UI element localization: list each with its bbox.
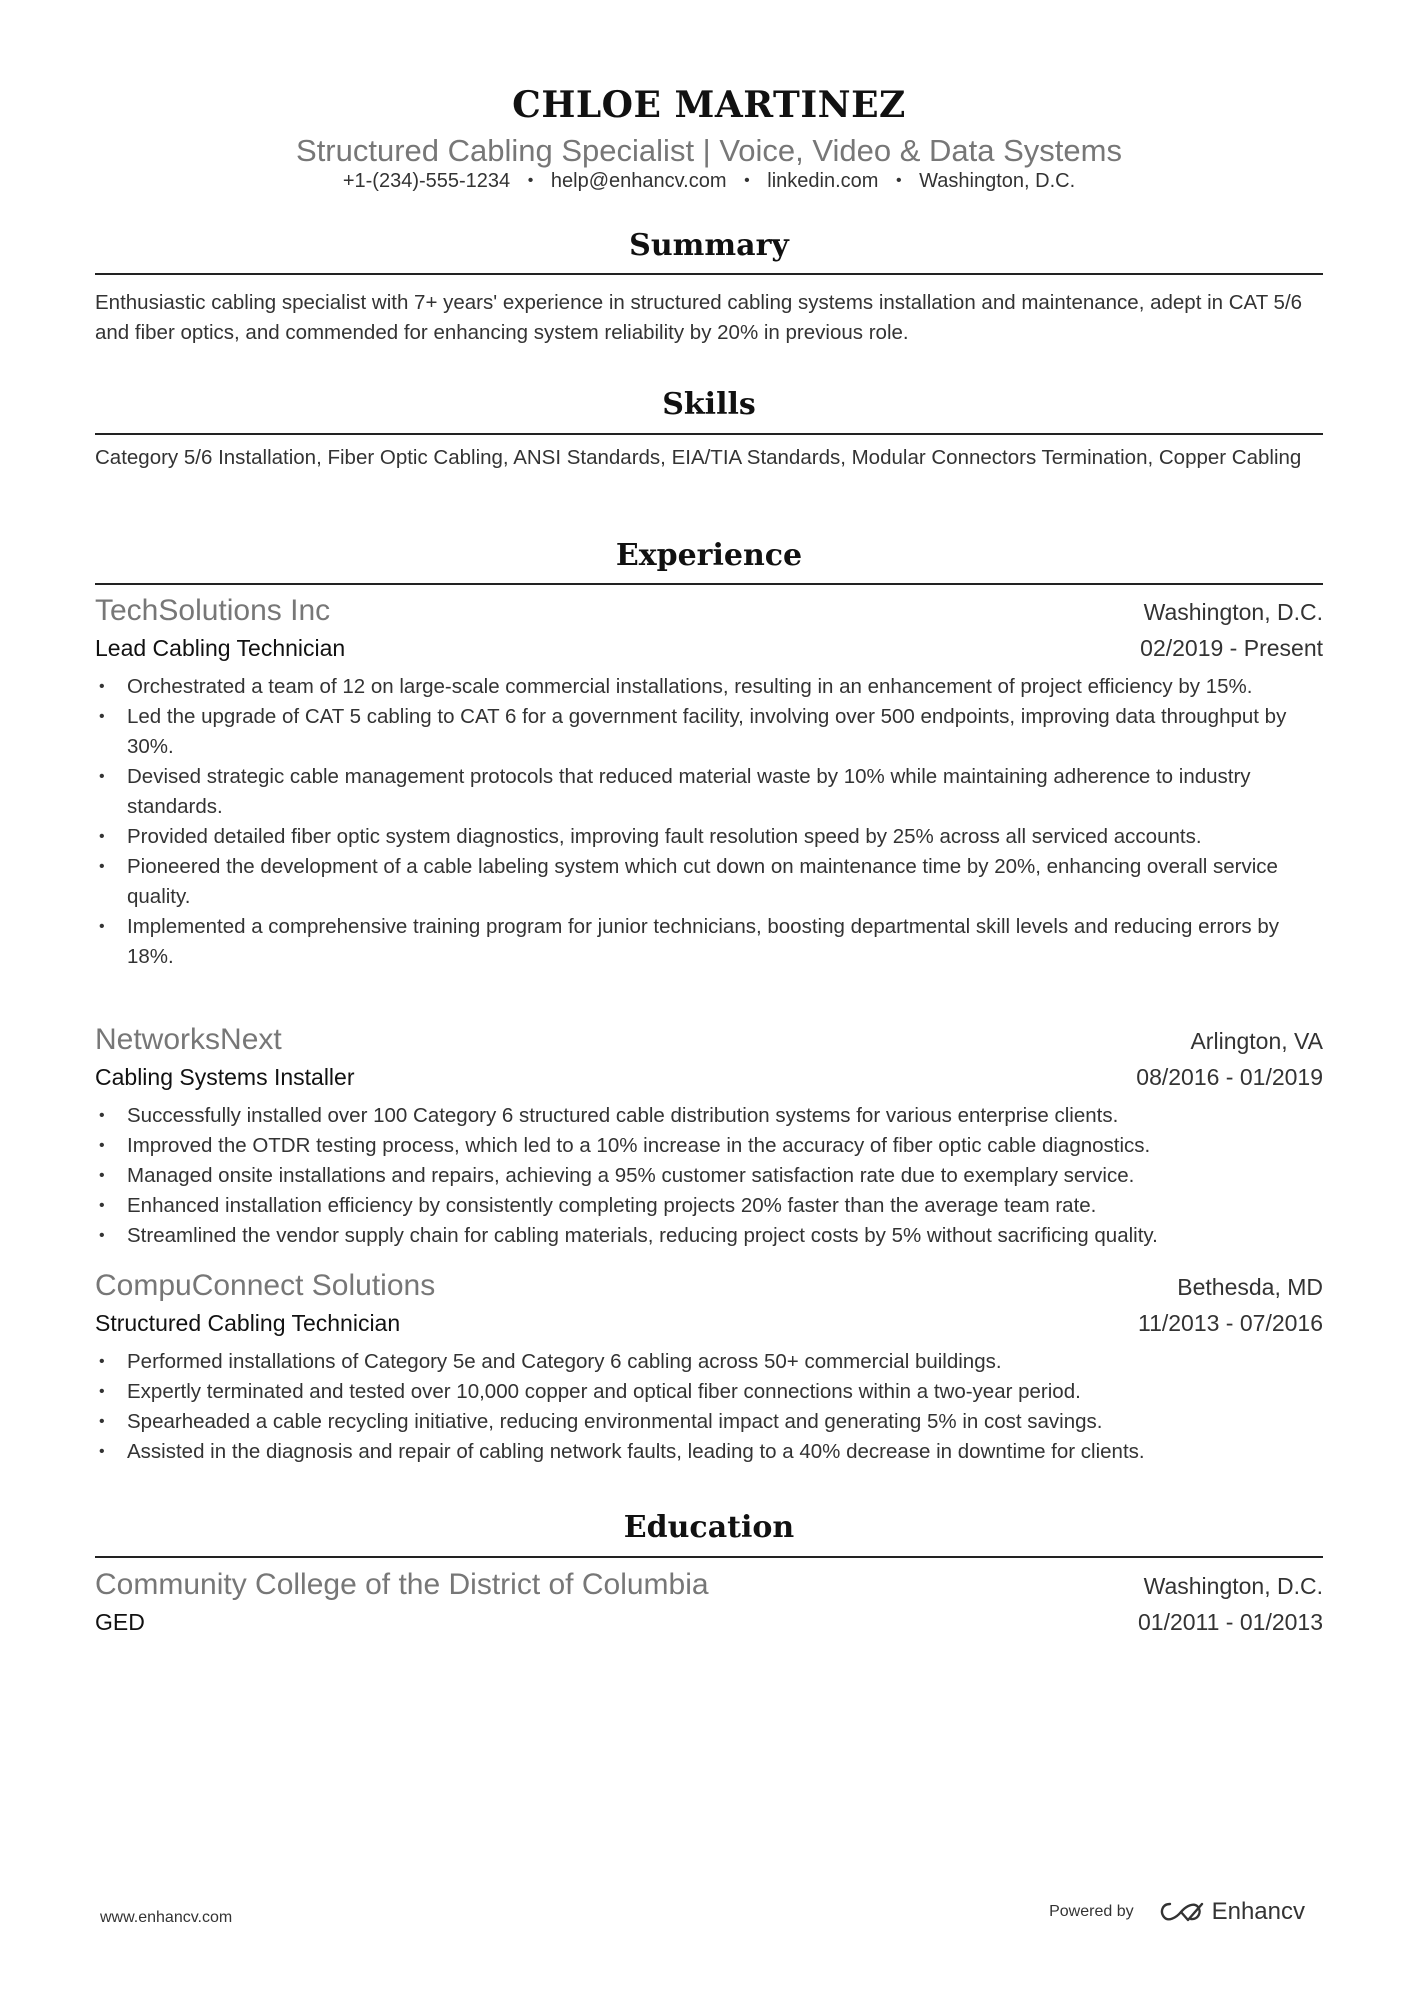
- list-item: • Assisted in the diagnosis and repair of cabling network faults, leading to a 40% decrease in downtime for clients.: [99, 1440, 1145, 1463]
- list-item: • Led the upgrade of CAT 5 cabling to CAT 6 for a government facility, involving over 500 endpoints, improving data throughput by 30%.: [99, 705, 1287, 758]
- school-location: Washington, D.C.: [1143, 1573, 1323, 1599]
- job-dates: 02/2019 - Present: [1140, 635, 1323, 661]
- education-entry: [95, 1567, 1323, 1640]
- experience-heading: Experience: [615, 538, 803, 573]
- job-location: Arlington, VA: [1190, 1028, 1323, 1054]
- degree: GED: [95, 1609, 145, 1635]
- separator-dot: •: [895, 172, 902, 189]
- list-item: • Streamlined the vendor supply chain for cabling materials, reducing project costs by 5% without sacrificing quality.: [99, 1224, 1158, 1247]
- job-bullets: [95, 672, 1323, 972]
- list-item: • Pioneered the development of a cable labeling system which cut down on maintenance time by 20%, enhancing overall service quality.: [99, 855, 1278, 908]
- contact-email[interactable]: help@enhancv.com: [550, 170, 727, 192]
- list-item: • Spearheaded a cable recycling initiative, reducing environmental impact and generating 5% in cost savings.: [99, 1410, 1103, 1433]
- contact-linkedin[interactable]: linkedin.com: [767, 170, 879, 192]
- list-item: • Implemented a comprehensive training program for junior technicians, boosting departmental skill levels and reducing errors by 18%.: [99, 915, 1280, 968]
- experience-entry: [95, 593, 1323, 972]
- summary-divider: [95, 273, 1323, 275]
- list-item: • Managed onsite installations and repairs, achieving a 95% customer satisfaction rate due to exemplary service.: [99, 1164, 1135, 1187]
- candidate-headline: Structured Cabling Specialist | Voice, Video & Data Systems: [296, 133, 1122, 168]
- separator-dot: •: [527, 172, 534, 189]
- skills-heading: Skills: [662, 387, 756, 422]
- footer-branding: [1049, 1898, 1305, 1926]
- separator-dot: •: [744, 172, 750, 189]
- list-item: • Improved the OTDR testing process, which led to a 10% increase in the accuracy of fiber optic cable diagnostics.: [99, 1134, 1151, 1157]
- list-item: • Devised strategic cable management protocols that reduced material waste by 10% while maintaining adherence to industry standards.: [99, 765, 1251, 818]
- company-name: NetworksNext: [95, 1023, 282, 1056]
- list-item: • Performed installations of Category 5e and Category 6 cabling across 50+ commercial buildings.: [99, 1350, 1002, 1373]
- experience-entry: [95, 1022, 1323, 1251]
- job-bullets: [95, 1347, 1323, 1467]
- list-item: • Enhanced installation efficiency by consistently completing projects 20% faster than the average team rate.: [99, 1194, 1097, 1217]
- list-item: • Provided detailed fiber optic system diagnostics, improving fault resolution speed by 25% across all serviced accounts.: [99, 825, 1202, 848]
- school-name: Community College of the District of Columbia: [95, 1568, 709, 1601]
- education-divider: [95, 1556, 1323, 1558]
- education-dates: 01/2011 - 01/2013: [1137, 1609, 1323, 1635]
- job-dates: 08/2016 - 01/2019: [1136, 1064, 1323, 1090]
- list-item: • Orchestrated a team of 12 on large-scale commercial installations, resulting in an enhancement of project efficiency by 15%.: [99, 675, 1253, 698]
- contact-phone: +1-(234)-555-1234: [342, 170, 511, 192]
- company-name: CompuConnect Solutions: [95, 1269, 436, 1302]
- experience-divider: [95, 583, 1323, 585]
- education-heading: Education: [623, 1510, 795, 1545]
- candidate-name: CHLOE MARTINEZ: [512, 84, 906, 126]
- summary-heading: Summary: [629, 228, 789, 263]
- contact-location: Washington, D.C.: [919, 170, 1076, 192]
- job-title: Structured Cabling Technician: [95, 1310, 401, 1336]
- job-title: Cabling Systems Installer: [95, 1064, 355, 1090]
- job-title: Lead Cabling Technician: [95, 635, 346, 661]
- enhancv-logo-text: Enhancv: [1211, 1898, 1305, 1925]
- powered-by-label: Powered by: [1049, 1903, 1134, 1920]
- skills-text: Category 5/6 Installation, Fiber Optic Cabling, ANSI Standards, EIA/TIA Standards, Modular Connectors Termination, Copper Cabling: [95, 446, 1302, 469]
- summary-text: Enthusiastic cabling specialist with 7+ years' experience in structured cabling systems installation and maintenance, adept in CAT 5/6 and fiber optics, and commended for enhancing system reliability by 20% in previous role.: [95, 291, 1303, 344]
- job-dates: 11/2013 - 07/2016: [1137, 1310, 1323, 1336]
- footer-website[interactable]: www.enhancv.com: [100, 1909, 233, 1926]
- list-item: • Successfully installed over 100 Category 6 structured cable distribution systems for various enterprise clients.: [99, 1104, 1119, 1127]
- job-location: Bethesda, MD: [1177, 1274, 1323, 1300]
- job-location: Washington, D.C.: [1143, 599, 1323, 625]
- company-name: TechSolutions Inc: [95, 594, 331, 627]
- enhancv-logo-icon: [1158, 1900, 1204, 1924]
- enhancv-logo[interactable]: [1158, 1898, 1305, 1926]
- list-item: • Expertly terminated and tested over 10,000 copper and optical fiber connections within a two-year period.: [99, 1380, 1081, 1403]
- contact-line: [95, 170, 1323, 193]
- job-bullets: [95, 1101, 1323, 1251]
- experience-entry: [95, 1268, 1323, 1467]
- skills-divider: [95, 433, 1323, 435]
